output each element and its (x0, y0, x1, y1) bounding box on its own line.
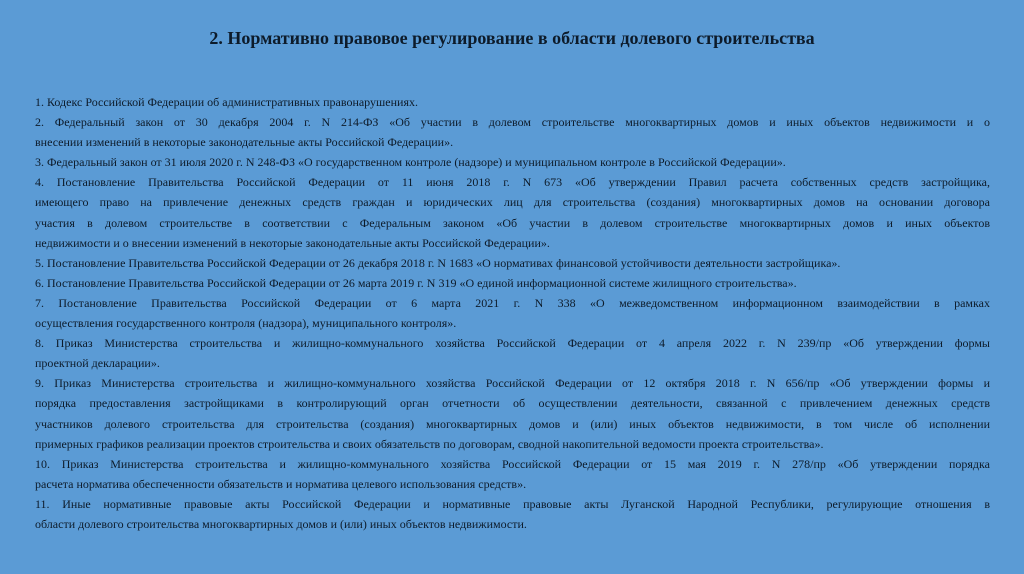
list-item-line: участия в долевом строительстве в соответствии с Федеральным законом «Об участии в долевом строительстве многоквартирных домов и иных объектов (35, 215, 990, 230)
list-item-line: осуществления государственного контроля (надзора), муниципального контроля». (35, 316, 457, 331)
list-item (35, 112, 990, 152)
list-item-line: 11. Иные нормативные правовые акты Российской Федерации и нормативные правовые акты Луганской Народной Республики, регулирующие отношения в (35, 496, 990, 511)
list-item-line: 4. Постановление Правительства Российской Федерации от 11 июня 2018 г. N 673 «Об утверждении Правил расчета собственных средств застройщика, (35, 175, 990, 190)
list-item-line: 9. Приказ Министерства строительства и жилищно-коммунального хозяйства Российской Федерации от 12 октября 2018 г. N 656/пр «Об утверждении формы и (35, 376, 990, 391)
list-item (35, 454, 990, 494)
list-item-line: 5. Постановление Правительства Российской Федерации от 26 декабря 2018 г. N 1683 «О нормативах финансовой устойчивости деятельности застройщика». (35, 255, 841, 270)
list-item (35, 253, 990, 273)
list-item-line: расчета норматива обеспеченности обязательств и норматива целевого использования средств». (35, 476, 527, 491)
list-item-line: имеющего право на привлечение денежных средств граждан и юридических лиц для строительства (создания) многоквартирных домов на основании договора (35, 195, 990, 210)
list-item (35, 92, 990, 112)
list-item-line: участников долевого строительства для строительства (создания) многоквартирных домов и (или) иных объектов недвижимости, в том числе об исполнении (35, 416, 990, 431)
list-item (35, 273, 990, 293)
list-item (35, 172, 990, 252)
list-item-line: 3. Федеральный закон от 31 июля 2020 г. N 248-ФЗ «О государственном контроле (надзоре) и муниципальном контроле в Российской Федерации». (35, 155, 786, 170)
list-item-line: порядка предоставления застройщиками в контролирующий орган отчетности об осуществлении деятельности, связанной с привлечением денежных средств (35, 396, 990, 411)
list-item-line: 7. Постановление Правительства Российской Федерации от 6 марта 2021 г. N 338 «О межведомственном информационном взаимодействии в рамках (35, 295, 990, 310)
list-item-line: внесении изменений в некоторые законодательные акты Российской Федерации». (35, 135, 454, 150)
list-item-line: области долевого строительства многоквартирных домов и (или) иных объектов недвижимости. (35, 516, 527, 531)
legal-acts-list (35, 92, 990, 534)
list-item (35, 494, 990, 534)
list-item-line: 6. Постановление Правительства Российской Федерации от 26 марта 2019 г. N 319 «О единой информационной системе жилищного строительства». (35, 275, 797, 290)
list-item (35, 333, 990, 373)
list-item (35, 373, 990, 453)
list-item-line: примерных графиков реализации проектов строительства и своих обязательств по договорам, сводной накопительной ведомости проекта строительства». (35, 436, 824, 451)
slide-title: 2. Нормативно правовое регулирование в области долевого строительства (209, 28, 815, 48)
list-item-line: 10. Приказ Министерства строительства и жилищно-коммунального хозяйства Российской Федерации от 15 мая 2019 г. N 278/пр «Об утверждении порядка (35, 456, 990, 471)
list-item-line: недвижимости и о внесении изменений в некоторые законодательные акты Российской Федерации». (35, 235, 550, 250)
list-item-line: 8. Приказ Министерства строительства и жилищно-коммунального хозяйства Российской Федерации от 4 апреля 2022 г. N 239/пр «Об утверждении формы (35, 336, 990, 351)
list-item (35, 152, 990, 172)
list-item-line: проектной декларации». (35, 356, 160, 371)
list-item-line: 1. Кодекс Российской Федерации об административных правонарушениях. (35, 95, 418, 109)
list-item (35, 293, 990, 333)
list-item-line: 2. Федеральный закон от 30 декабря 2004 г. N 214-ФЗ «Об участии в долевом строительстве многоквартирных домов и иных объектов недвижимости и о (35, 115, 990, 130)
